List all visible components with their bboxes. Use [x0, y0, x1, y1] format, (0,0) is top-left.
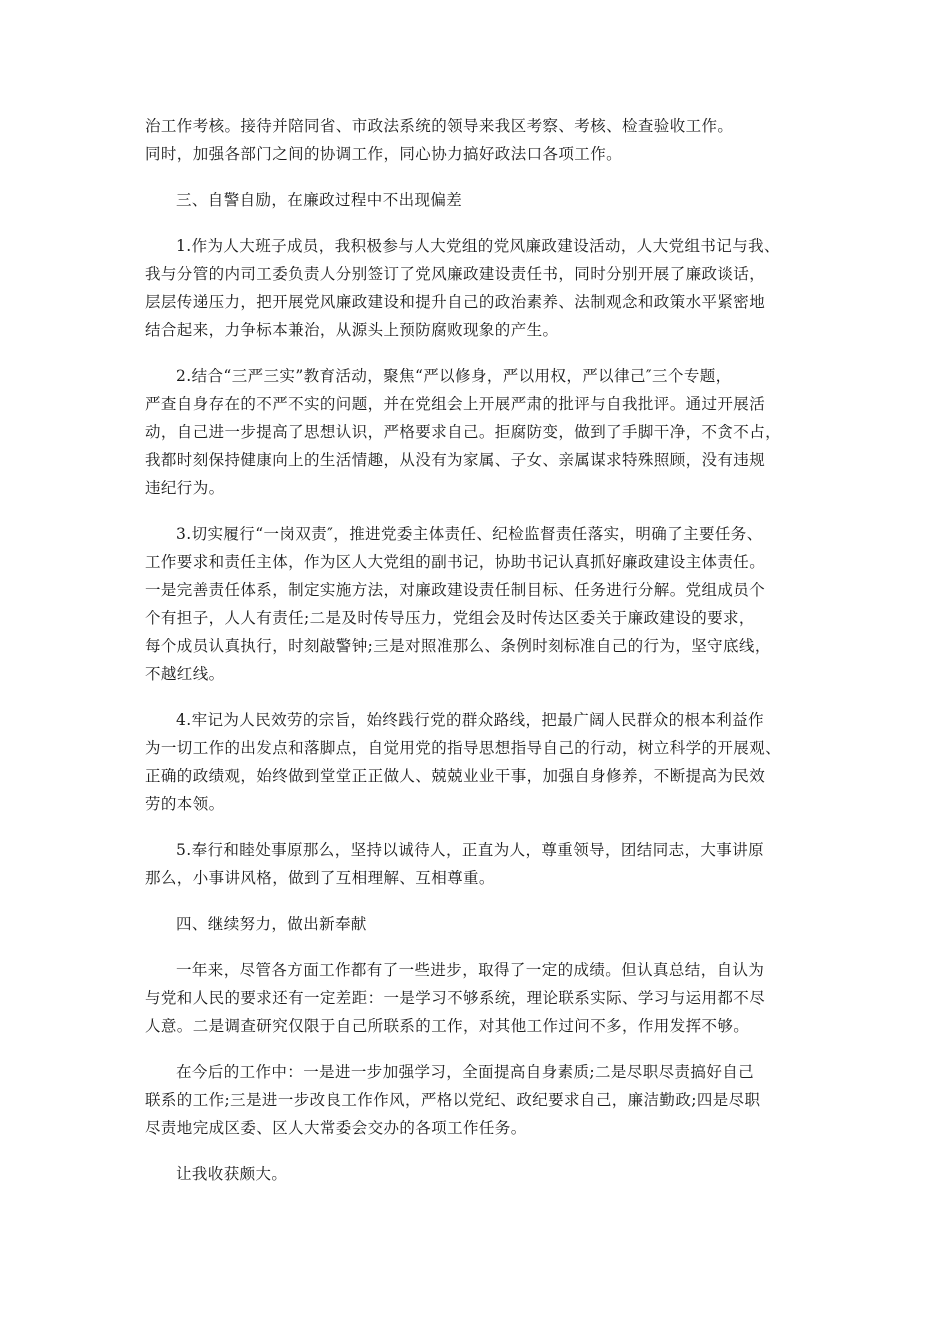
text-line: 动，自己进一步提高了思想认识，严格要求自己。拒腐防变，做到了手脚干净，不贪不占，: [145, 423, 782, 441]
paragraph-item-2: [145, 362, 810, 502]
text-line: 违纪行为。: [145, 479, 225, 497]
text-line: 在今后的工作中：一是进一步加强学习，全面提高自身素质;二是尽职尽责搞好自己: [176, 1063, 755, 1081]
text-line: 3.切实履行“一岗双责″，推进党委主体责任、纪检监督责任落实，明确了主要任务、: [176, 525, 763, 543]
text-line: 每个成员认真执行，时刻敲警钟;三是对照准那么、条例时刻标准自己的行为，坚守底线，: [145, 637, 771, 655]
text-line: 让我收获颇大。: [176, 1165, 288, 1183]
text-line: 劳的本领。: [145, 795, 225, 813]
section-heading: [145, 910, 810, 938]
document-page: [145, 112, 810, 1206]
text-line: 层层传递压力，把开展党风廉政建设和提升自己的政治素养、法制观念和政策水平紧密地: [145, 293, 766, 311]
text-line: 人意。二是调查研究仅限于自己所联系的工作，对其他工作过问不多，作用发挥不够。: [145, 1017, 750, 1035]
paragraph-continuation: [145, 112, 810, 168]
paragraph-item-1: [145, 232, 810, 344]
text-line: 1.作为人大班子成员，我积极参与人大党组的党风廉政建设活动，人大党组书记与我、: [176, 237, 780, 255]
paragraph-item-3: [145, 520, 810, 688]
text-line: 我都时刻保持健康向上的生活情趣，从没有为家属、子女、亲属谋求特殊照顾，没有违规: [145, 451, 766, 469]
text-line: 治工作考核。接待并陪同省、市政法系统的领导来我区考察、考核、检查验收工作。: [145, 117, 734, 135]
text-line: 严查自身存在的不严不实的问题，并在党组会上开展严肃的批评与自我批评。通过开展活: [145, 395, 766, 413]
text-line: 正确的政绩观，始终做到堂堂正正做人、兢兢业业干事，加强自身修养，不断提高为民效: [145, 767, 766, 785]
paragraph-future-work: [145, 1058, 810, 1142]
paragraph-item-5: [145, 836, 810, 892]
text-line: 工作要求和责任主体，作为区人大党组的副书记，协助书记认真抓好廉政建设主体责任。: [145, 553, 766, 571]
text-line: 不越红线。: [145, 665, 225, 683]
paragraph-item-4: [145, 706, 810, 818]
paragraph-summary: [145, 956, 810, 1040]
text-line: 2.结合“三严三实”教育活动，聚焦“严以修身，严以用权，严以律己″三个专题，: [176, 367, 732, 385]
paragraph-closing: [145, 1160, 810, 1188]
text-line: 为一切工作的出发点和落脚点，自觉用党的指导思想指导自己的行动，树立科学的开展观、: [145, 739, 782, 757]
text-line: 那么，小事讲风格，做到了互相理解、互相尊重。: [145, 869, 495, 887]
text-line: 一是完善责任体系，制定实施方法，对廉政建设责任制目标、任务进行分解。党组成员个: [145, 581, 766, 599]
text-line: 尽责地完成区委、区人大常委会交办的各项工作任务。: [145, 1119, 527, 1137]
text-line: 同时，加强各部门之间的协调工作，同心协力搞好政法口各项工作。: [145, 145, 623, 163]
text-line: 个有担子，人人有责任;二是及时传导压力，党组会及时传达区委关于廉政建设的要求，: [145, 609, 755, 627]
section-heading: [145, 186, 810, 214]
text-line: 一年来，尽管各方面工作都有了一些进步，取得了一定的成绩。但认真总结，自认为: [176, 961, 765, 979]
text-line: 与党和人民的要求还有一定差距：一是学习不够系统，理论联系实际、学习与运用都不尽: [145, 989, 766, 1007]
text-line: 4.牢记为人民效劳的宗旨，始终践行党的群众路线，把最广阔人民群众的根本利益作: [176, 711, 764, 729]
text-line: 三、自警自励，在廉政过程中不出现偏差: [176, 191, 463, 209]
text-line: 5.奉行和睦处事原那么，坚持以诚待人，正直为人，尊重领导，团结同志，大事讲原: [176, 841, 764, 859]
text-line: 结合起来，力争标本兼治，从源头上预防腐败现象的产生。: [145, 321, 559, 339]
text-line: 我与分管的内司工委负责人分别签订了党风廉政建设责任书，同时分别开展了廉政谈话，: [145, 265, 766, 283]
text-line: 联系的工作;三是进一步改良工作作风，严格以党纪、政纪要求自己，廉洁勤政;四是尽职: [145, 1091, 761, 1109]
text-line: 四、继续努力，做出新奉献: [176, 915, 367, 933]
